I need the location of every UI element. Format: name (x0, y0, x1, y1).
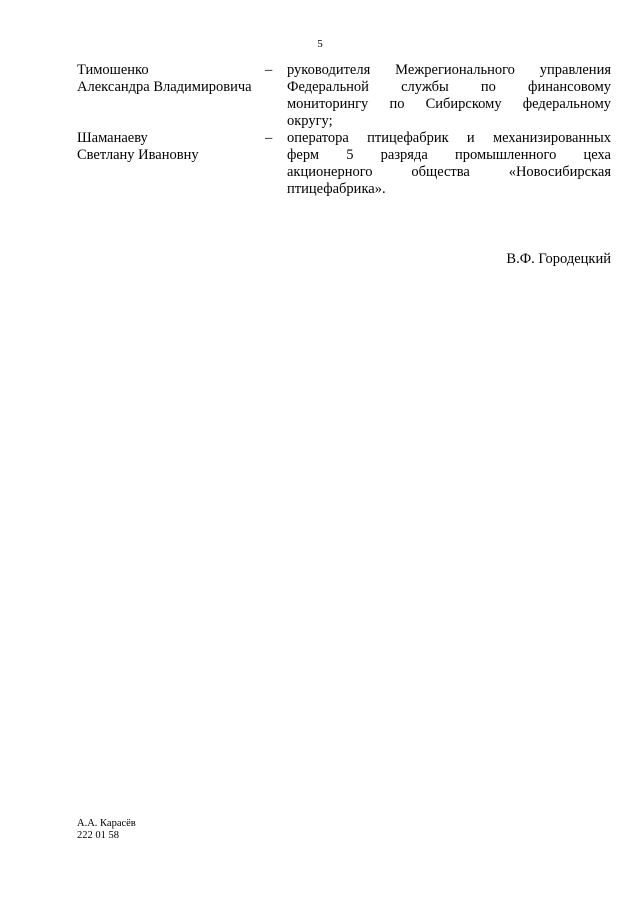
person-position (287, 62, 611, 130)
position-line: ферм 5 разряда промышленного цеха (287, 147, 611, 163)
entry-dash: – (265, 130, 273, 146)
person-surname: Тимошенко (77, 62, 149, 78)
page-number: 5 (317, 38, 323, 50)
person-given-names: Александра Владимировича (77, 79, 252, 95)
position-line: мониторингу по Сибирскому федеральному (287, 96, 611, 112)
position-line: округу; (287, 113, 333, 129)
position-line: акционерного общества «Новосибирская (287, 164, 611, 180)
person-surname: Шаманаеву (77, 130, 148, 146)
position-line: птицефабрика». (287, 181, 386, 197)
executor-footer (77, 818, 136, 842)
person-name (77, 130, 262, 164)
person-given-names: Светлану Ивановну (77, 147, 199, 163)
person-position (287, 130, 611, 198)
executor-name: А.А. Карасёв (77, 818, 136, 829)
signature: В.Ф. Городецкий (506, 251, 611, 267)
position-line: руководителя Межрегионального управления (287, 62, 611, 78)
position-line: Федеральной службы по финансовому (287, 79, 611, 95)
entry-dash: – (265, 62, 273, 78)
person-name (77, 62, 262, 96)
position-line: оператора птицефабрик и механизированных (287, 130, 611, 146)
executor-phone: 222 01 58 (77, 830, 119, 841)
